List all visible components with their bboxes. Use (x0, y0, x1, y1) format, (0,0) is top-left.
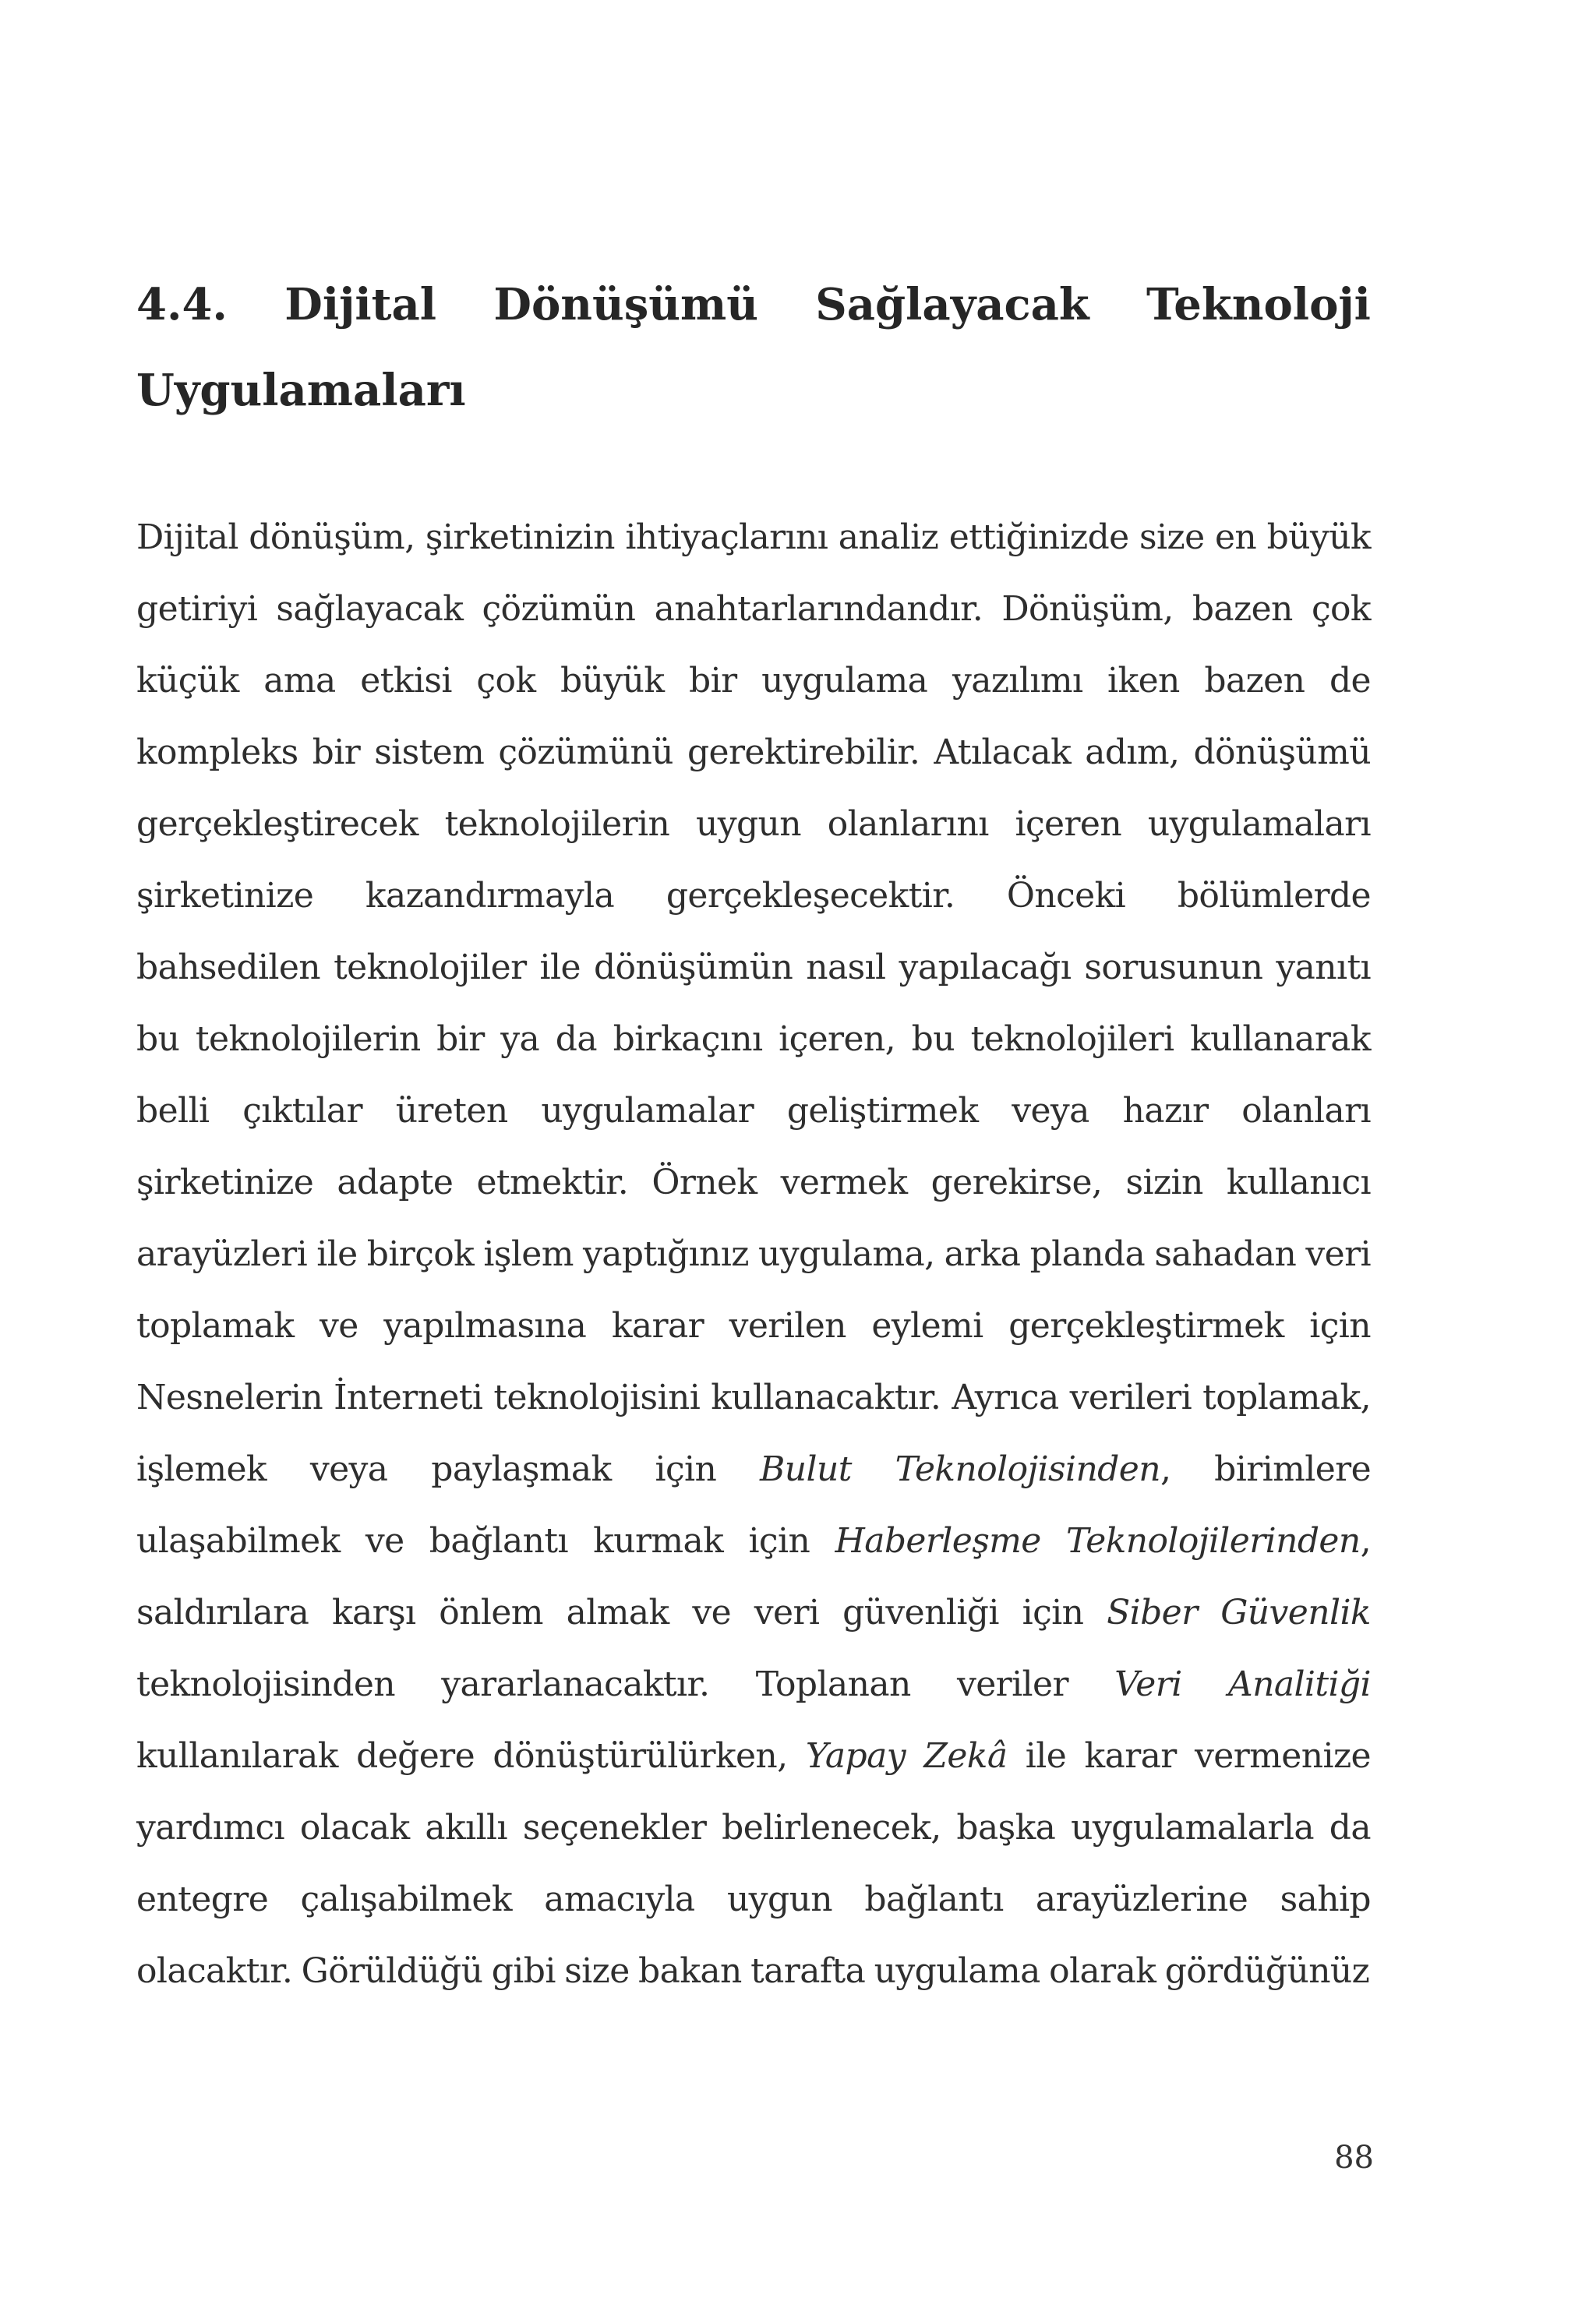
emphasis-communication: Haberleşme Teknolojilerinden (835, 1521, 1361, 1561)
heading-word: Dijital (284, 279, 437, 330)
heading-word: Teknoloji (1146, 279, 1371, 330)
heading-line-2: Uygulamaları (136, 365, 466, 416)
body-paragraph (136, 502, 1371, 2007)
emphasis-cloud: Bulut Teknolojisinden (760, 1449, 1160, 1489)
section-heading (136, 262, 1371, 433)
text-run: , saldırılara karşı önlem almak ve veri güvenliği için (136, 1521, 1371, 1633)
page-number: 88 (1334, 2140, 1374, 2176)
emphasis-cyber-security: Siber Güvenlik (1107, 1593, 1371, 1633)
text-run: ile karar vermenize yardımcı olacak akıllı seçenekler belirlenecek, başka uygulamalarla da entegre çalışabilmek amacıyla uygun bağlantı arayüzlerine sahip olacaktır. Görüldüğü gibi size bakan tarafta uygulama olarak gördüğünüz (136, 1736, 1371, 1991)
text-run: , birimlere ulaşabilmek ve bağlantı kurmak için (136, 1449, 1372, 1561)
heading-line-1 (136, 262, 1371, 348)
emphasis-ai: Yapay Zekâ (805, 1736, 1008, 1776)
text-run: kullanılarak değere dönüştürülürken, (136, 1736, 806, 1776)
text-run: teknolojisinden yararlanacaktır. Toplanan veriler (136, 1664, 1115, 1704)
heading-word: Dönüşümü (493, 279, 758, 330)
emphasis-data-analytics: Veri Analitiği (1114, 1664, 1371, 1704)
page-content (136, 262, 1371, 2007)
heading-word: Sağlayacak (815, 279, 1089, 330)
heading-number: 4.4. (136, 279, 228, 330)
text-run: Dijital dönüşüm, şirketinizin ihtiyaçlarını analiz ettiğinizde size en büyük getiriyi sağlayacak çözümün anahtarlarındandır. Dönüşüm, bazen çok küçük ama etkisi çok büyük bir uygulama yazılımı iken bazen de kompleks bir sistem çözümünü gerektirebilir. Atılacak adım, dönüşümü gerçekleştirecek teknolojilerin uygun olanlarını içeren uygulamaları şirketinize kazandırmayla gerçekleşecektir. Önceki bölümlerde bahsedilen teknolojiler ile dönüşümün nasıl yapılacağı sorusunun yanıtı bu teknolojilerin bir ya da birkaçını içeren, bu teknolojileri kullanarak belli çıktılar üreten uygulamalar geliştirmek veya hazır olanları şirketinize adapte etmektir. Örnek vermek gerekirse, sizin kullanıcı arayüzleri ile birçok işlem yaptığınız uygulama, arka planda sahadan veri toplamak ve yapılmasına karar verilen eylemi gerçekleştirmek için Nesnelerin İnterneti teknolojisini kullanacaktır. Ayrıca verileri toplamak, işlemek veya paylaşmak için (136, 517, 1371, 1489)
